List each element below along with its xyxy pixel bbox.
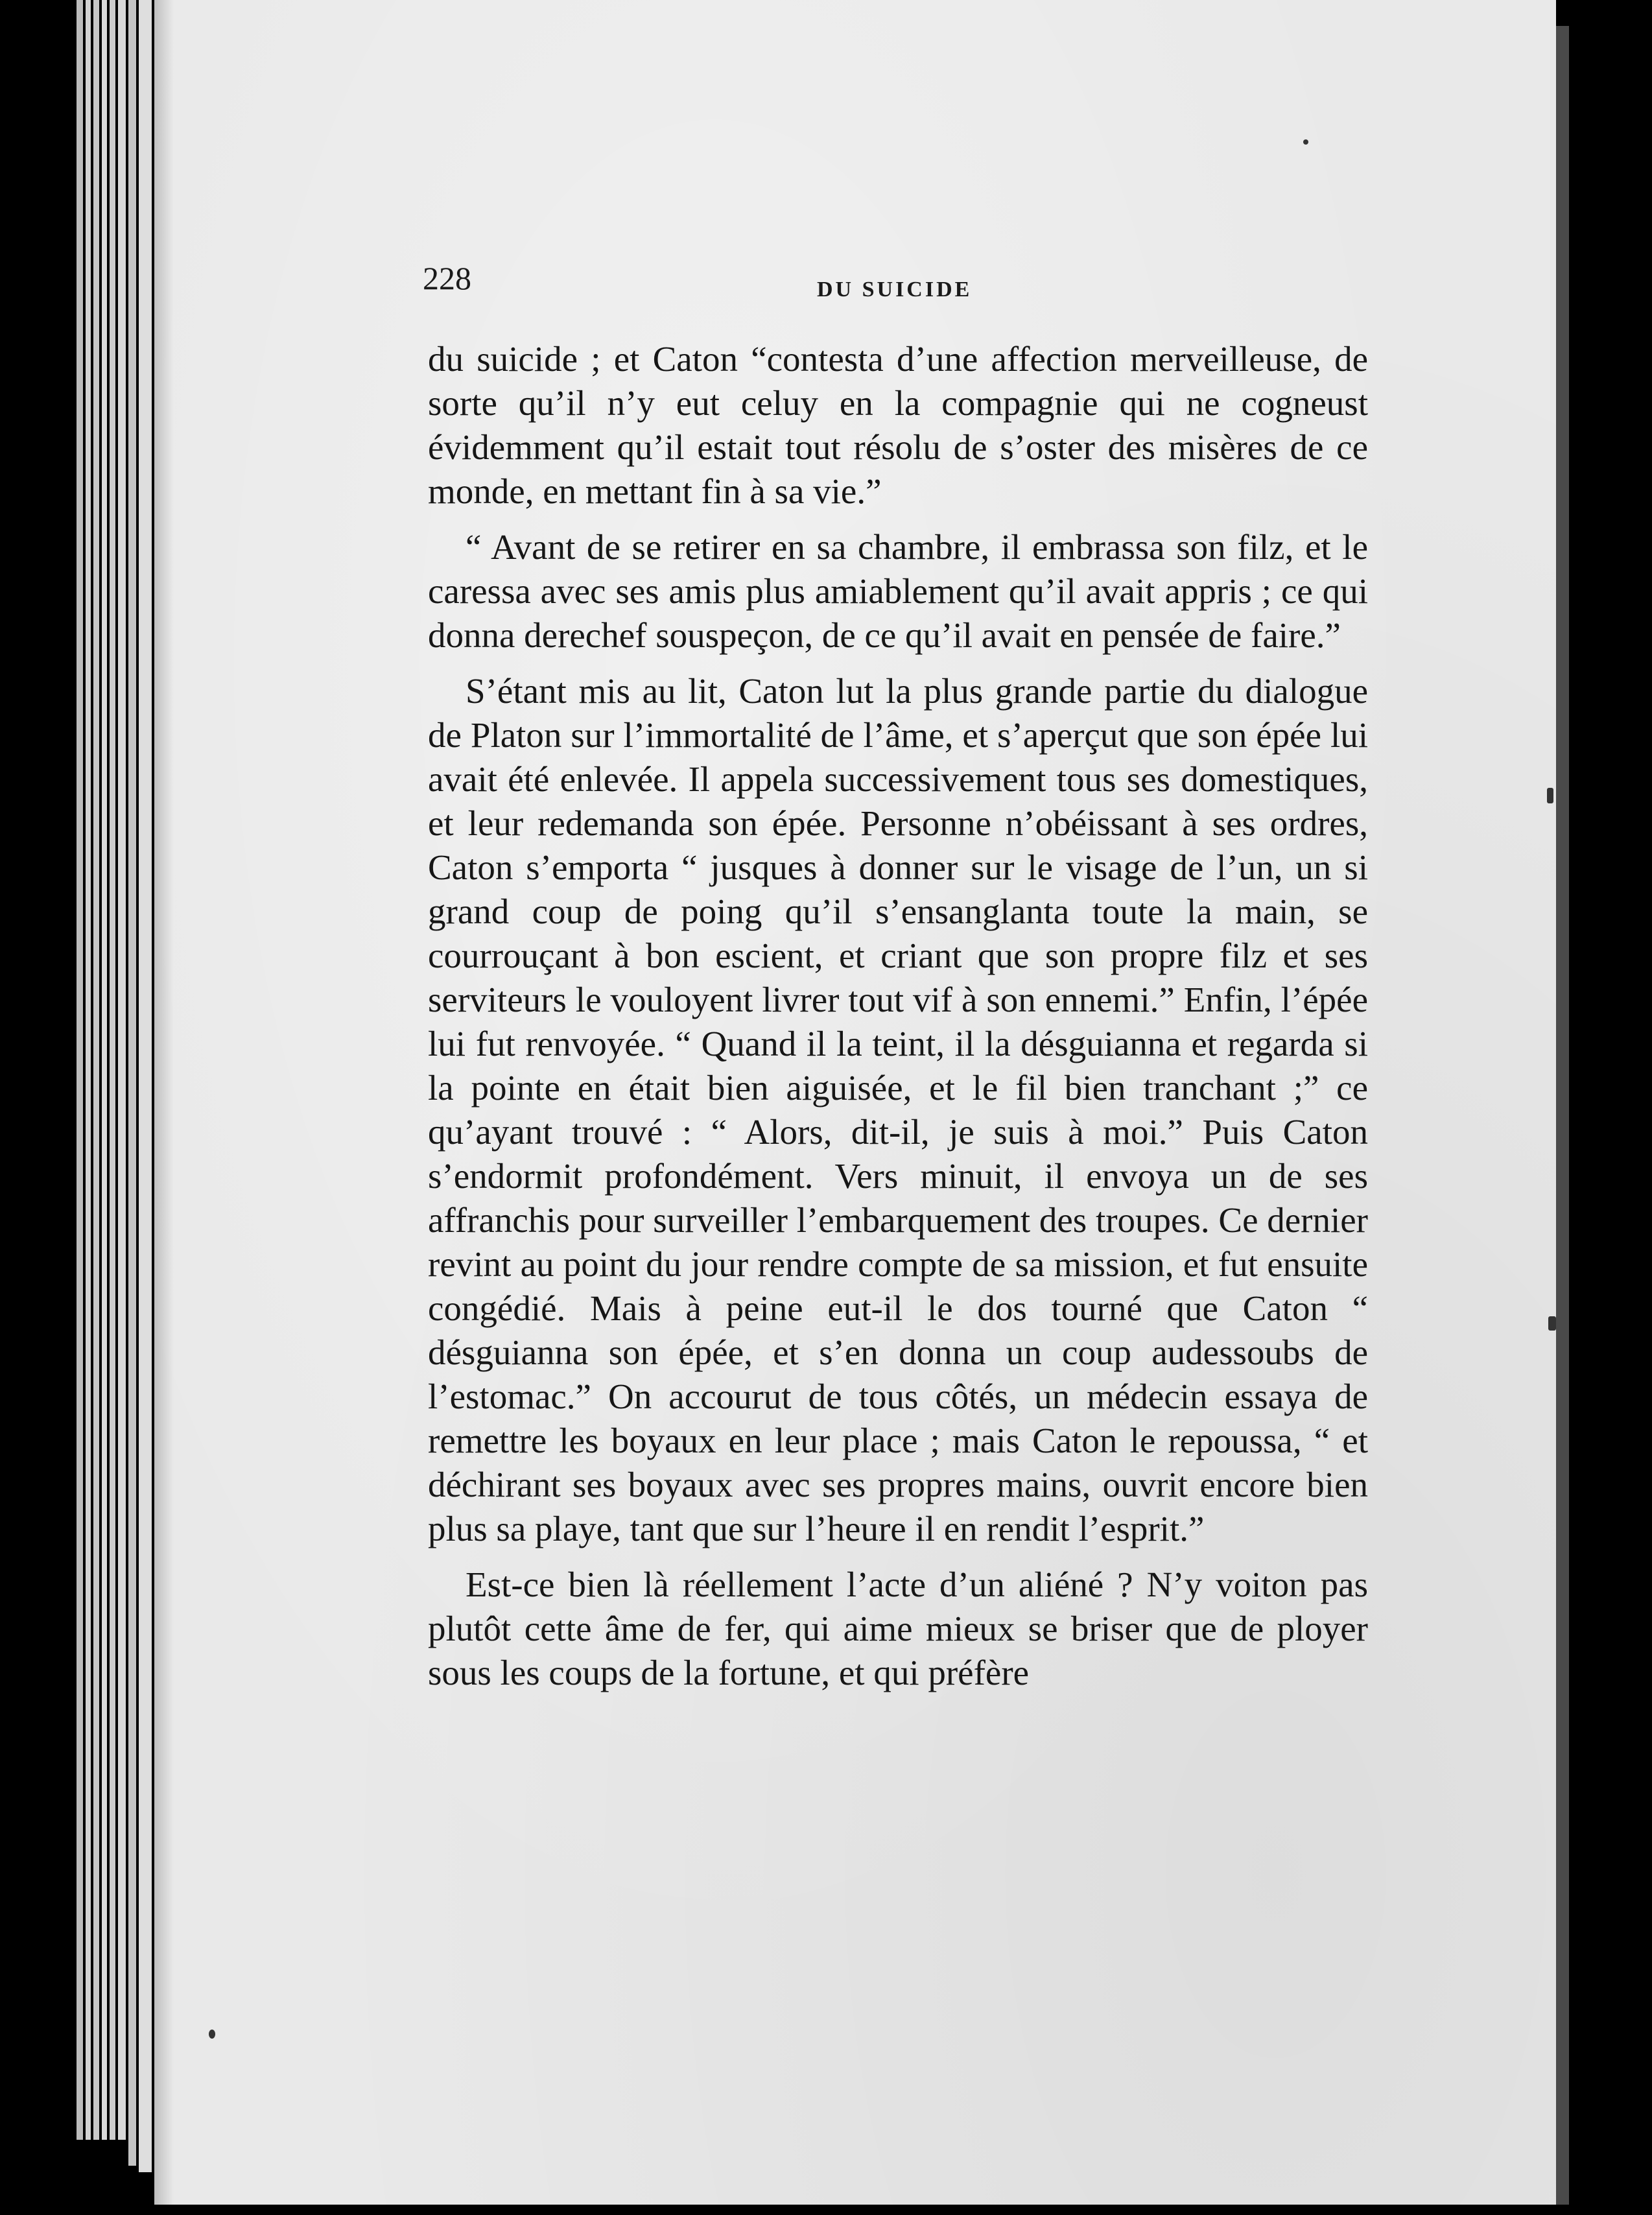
gutter-shadow <box>154 0 174 2205</box>
page-edge <box>102 0 107 2140</box>
paragraph: Est-ce bien là réellement l’acte d’un aliéné ? N’y voiton pas plutôt cette âme de fer, qui aime mieux se briser que de ployer sous les coups de la fortune, et qui préfère <box>428 1565 1368 1692</box>
page-edge <box>110 0 115 2140</box>
page-number: 228 <box>423 260 471 296</box>
scan-speck <box>209 2030 215 2039</box>
paragraph: “ Avant de se retirer en sa chambre, il embrassa son filz, et le caressa avec ses amis plus amiablement qu’il avait appris ; ce qui donna derechef souspeçon, de ce qu’il avait en pensée de faire.” <box>428 527 1368 655</box>
page-edge <box>128 0 136 2166</box>
scan-border <box>1569 26 1652 2215</box>
page-edge <box>86 0 91 2140</box>
facing-page-edge <box>1556 26 1569 2205</box>
scan-speck <box>1303 139 1308 145</box>
running-title: DU SUICIDE <box>817 278 973 302</box>
page-edge <box>139 0 152 2172</box>
paragraph: du suicide ; et Caton “contesta d’une affection merveilleuse, de sorte qu’il n’y eut celuy en la compagnie qui ne cogneust évidemment qu’il estait tout résolu de s’oster des misères de ce monde, en mettant fin à sa vie.” <box>428 339 1368 511</box>
page-edge <box>77 0 83 2140</box>
page-edge <box>93 0 99 2140</box>
body-text <box>428 337 1368 1707</box>
scan-speck <box>1547 788 1553 803</box>
paragraph: S’étant mis au lit, Caton lut la plus grande partie du dialogue de Platon sur l’immortalité de l’âme, et s’aperçut que son épée lui avait été enlevée. Il appela successivement tous ses domestiques, et leur redemanda son épée. Personne n’obéissant à ses ordres, Caton s’emporta “ jusques à donner sur le visage de l’un, un si grand coup de poing qu’il s’ensanglanta toute la main, se courrouçant à bon escient, et criant que son propre filz et ses serviteurs le vouloyent livrer tout vif à son ennemi.” Enfin, l’épée lui fut renvoyée. “ Quand il la teint, il la désguianna et regarda si la pointe en était bien aiguisée, et le fil bien tranchant ;” ce qu’ayant trouvé : “ Alors, dit-il, je suis à moi.” Puis Caton s’endormit profondément. Vers minuit, il envoya un de ses affranchis pour surveiller l’embarquement des troupes. Ce dernier revint au point du jour rendre compte de sa mission, et fut ensuite congédié. Mais à peine eut-il le dos tourné que Caton “ désguianna son épée, et s’en donna un coup audessoubs de l’estomac.” On accourut de tous côtés, un médecin essaya de remettre les boyaux en leur place ; mais Caton le repoussa, “ et déchirant ses boyaux avec ses propres mains, ouvrit encore bien plus sa playe, tant que sur l’heure il en rendit l’esprit.” <box>428 671 1368 1548</box>
scan-speck <box>1548 1316 1556 1331</box>
page-edge <box>118 0 126 2140</box>
